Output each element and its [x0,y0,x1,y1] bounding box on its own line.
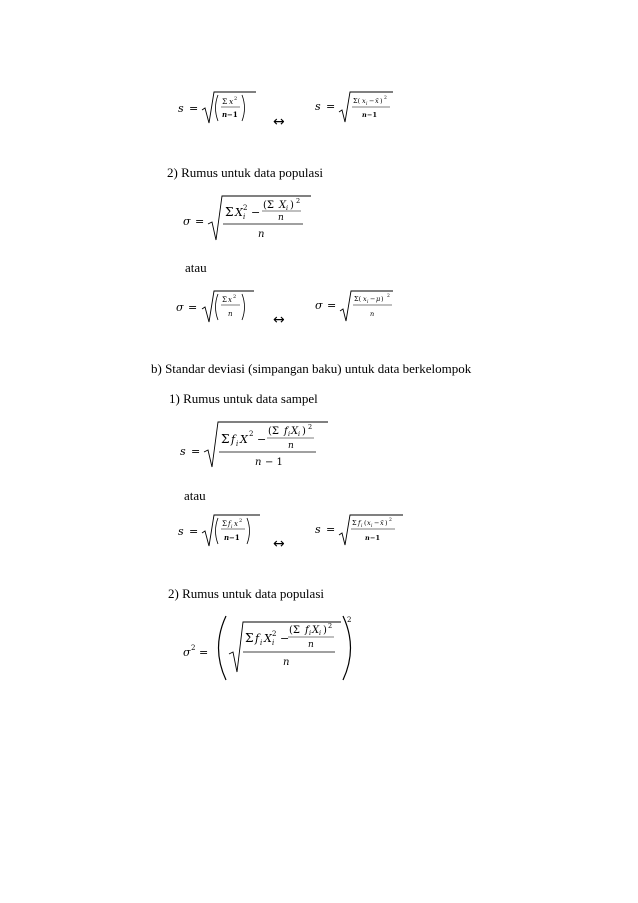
svg-text:2: 2 [308,423,313,431]
formula-population-variance-grouped [183,612,358,682]
svg-text:n: n [308,640,314,650]
svg-text:n: n [222,110,228,119]
equivalence-arrow-1: ↔ [273,114,285,130]
svg-text:i: i [286,204,289,212]
section-b-heading: b) Standar deviasi (simpangan baku) untuk data berkelompok [151,361,472,376]
svg-text:n: n [228,310,233,318]
svg-text:): ) [302,426,306,437]
svg-text:=: = [189,102,199,115]
svg-text:n: n [278,213,284,223]
svg-text:x: x [228,296,232,304]
svg-text:σ: σ [183,215,191,228]
svg-text:n: n [370,310,375,318]
svg-text:−: − [369,97,375,105]
svg-text:2: 2 [347,616,352,624]
svg-text:n: n [258,229,265,240]
svg-text:−1: −1 [227,110,238,119]
formula-sample-sd-grouped-3 [315,513,405,547]
svg-text:n: n [362,111,367,119]
svg-text:X: X [291,426,299,437]
svg-text:2: 2 [191,644,196,652]
svg-text:s: s [178,525,184,538]
svg-text:f: f [305,625,309,636]
svg-text:f: f [358,519,361,527]
svg-text:2: 2 [296,197,301,205]
svg-text:i: i [272,639,275,647]
formula-population-sd-ungrouped-2 [176,289,256,325]
svg-text:X: X [279,200,287,211]
svg-text:=: = [195,215,205,228]
svg-text:=: = [199,646,209,659]
svg-text:f: f [255,632,260,645]
svg-text:=: = [326,523,336,536]
svg-text:n: n [255,457,262,468]
svg-text:σ: σ [183,646,191,659]
svg-text:σ: σ [176,301,184,314]
svg-text:n: n [224,533,230,542]
formula-sample-sd-ungrouped-2 [315,90,395,124]
formula-sample-sd-ungrouped-1 [178,90,258,126]
svg-text:i: i [309,629,312,637]
formula-sample-sd-grouped-2 [178,513,263,549]
svg-text:2: 2 [387,294,390,299]
svg-text:s: s [315,100,321,113]
svg-text:−: − [280,632,290,645]
svg-text:x̄: x̄ [375,97,379,105]
svg-text:− 1: − 1 [265,457,283,468]
svg-text:i: i [371,524,373,529]
formula-population-sd-ungrouped-3 [315,289,395,323]
svg-text:x: x [367,519,371,527]
svg-text:−: − [370,295,376,303]
svg-text:n: n [288,441,294,451]
svg-text:(Σ: (Σ [289,625,300,636]
svg-text:f: f [284,426,288,437]
svg-text:(Σ: (Σ [263,200,274,211]
item-population-grouped-heading: 2) Rumus untuk data populasi [168,586,324,601]
svg-text:x: x [234,520,238,528]
svg-text:i: i [236,440,239,448]
svg-text:i: i [361,524,363,529]
svg-text:i: i [319,629,322,637]
atau-label-1: atau [185,260,207,275]
svg-text:x: x [362,97,366,105]
svg-text:i: i [243,213,246,221]
item-sample-heading: 1) Rumus untuk data sampel [169,391,318,406]
svg-text:Σ: Σ [245,631,254,645]
svg-text:): ) [381,295,384,303]
svg-text:n: n [283,657,290,668]
svg-text:x̄: x̄ [380,519,384,527]
svg-text:2: 2 [272,630,277,638]
svg-text:f: f [231,433,236,446]
svg-text:Σ: Σ [222,296,227,304]
svg-text:−1: −1 [370,534,380,542]
svg-text:X: X [312,625,320,636]
svg-text:Σ: Σ [221,432,230,446]
svg-text:2: 2 [328,622,333,630]
item-population-heading: 2) Rumus untuk data populasi [167,165,323,180]
svg-text:2: 2 [239,518,243,524]
svg-text:i: i [260,639,263,647]
svg-text:−: − [257,433,267,446]
svg-text:−1: −1 [229,533,240,542]
svg-text:2: 2 [389,518,392,523]
svg-text:μ: μ [376,295,381,303]
svg-text:Σ: Σ [352,519,357,527]
svg-text:=: = [327,299,337,312]
svg-text:=: = [189,525,199,538]
svg-text:σ: σ [315,299,323,312]
svg-text:Σ: Σ [222,97,228,106]
svg-text:): ) [380,97,383,105]
svg-text:f: f [228,520,231,528]
svg-text:(: ( [364,519,367,527]
svg-text:−: − [251,206,261,219]
svg-text:i: i [298,430,301,438]
svg-text:Σ: Σ [225,205,234,219]
svg-text:): ) [290,200,294,211]
svg-text:2: 2 [384,96,387,101]
svg-text:X: X [240,433,248,446]
svg-text:Σ(: Σ( [353,97,361,105]
svg-text:=: = [188,301,198,314]
equivalence-arrow-2: ↔ [273,312,285,328]
svg-text:i: i [288,430,291,438]
svg-text:i: i [366,102,368,107]
svg-text:s: s [178,102,184,115]
svg-text:): ) [323,625,327,636]
svg-text:s: s [315,523,321,536]
equivalence-arrow-3: ↔ [273,536,285,552]
svg-text:2: 2 [233,294,237,300]
svg-text:x: x [229,97,234,106]
svg-text:−1: −1 [367,111,377,119]
svg-text:n: n [365,534,370,542]
formula-population-sd-ungrouped-1 [183,193,313,243]
svg-text:Σ(: Σ( [354,295,362,303]
svg-text:=: = [326,100,336,113]
svg-text:2: 2 [243,204,248,212]
svg-text:X: X [235,206,243,219]
svg-text:(Σ: (Σ [268,426,279,437]
svg-text:s: s [180,445,186,458]
atau-label-2: atau [184,488,206,503]
svg-text:=: = [191,445,201,458]
svg-text:Σ: Σ [222,520,227,528]
svg-text:X: X [264,632,272,645]
svg-text:i: i [231,525,233,530]
svg-text:2: 2 [234,96,238,102]
svg-text:i: i [367,300,369,305]
svg-text:): ) [385,519,388,527]
svg-text:x: x [363,295,367,303]
formula-sample-sd-grouped-1 [180,419,330,471]
svg-text:2: 2 [249,430,254,438]
svg-text:−: − [374,519,380,527]
